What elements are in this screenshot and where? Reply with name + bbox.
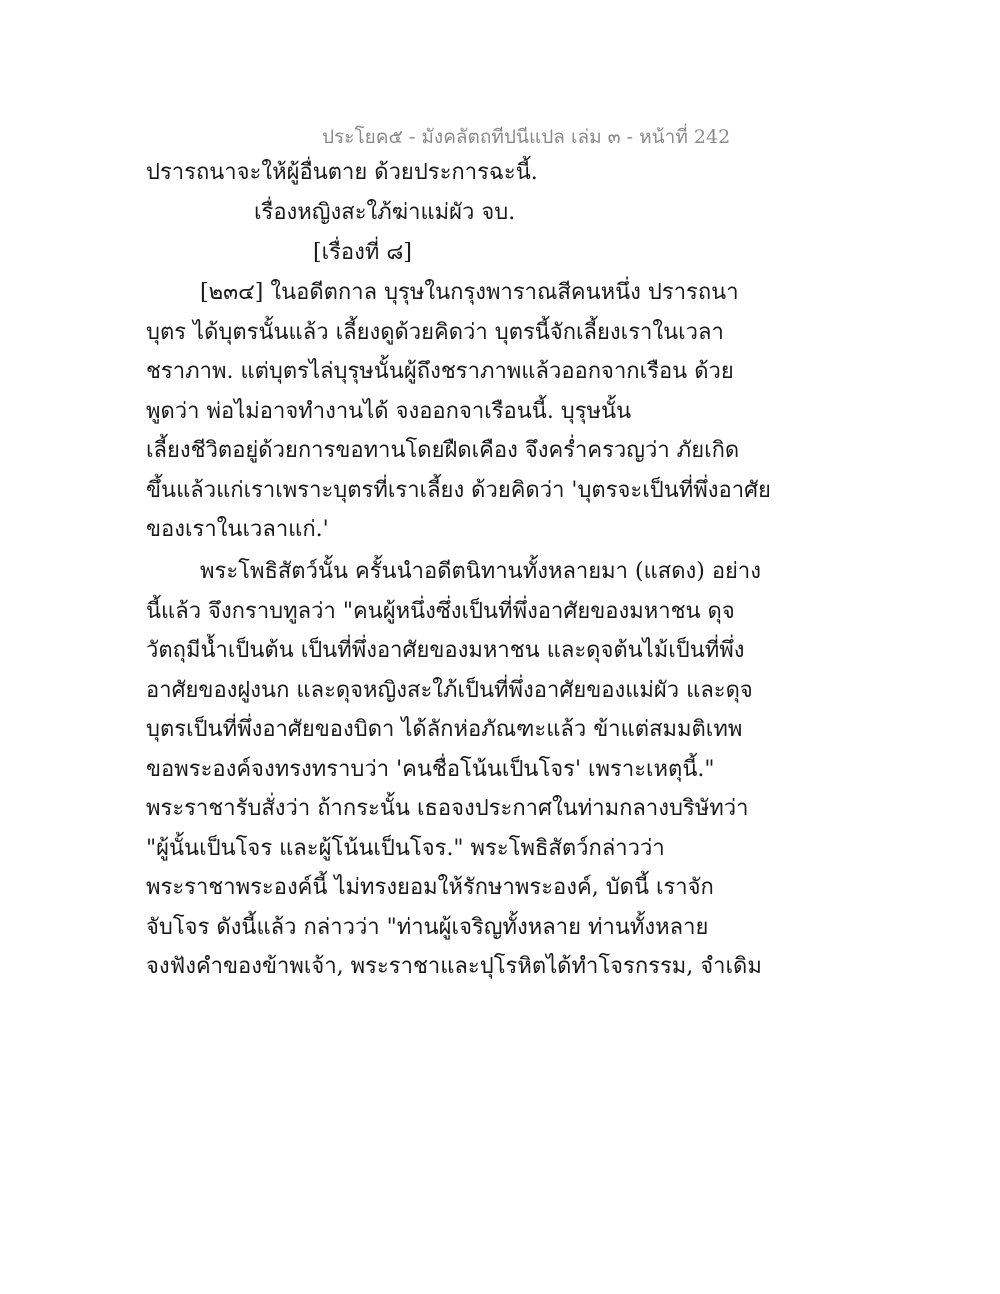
text-line: จับโจร ดังนี้แล้ว กล่าวว่า "ท่านผู้เจริญทั้งหลาย ท่านทั้งหลาย [146,915,709,940]
text-line: พระโพธิสัตว์นั้น ครั้นนำอดีตนิทานทั้งหลายมา (แสดง) อย่าง [200,559,762,584]
story-end-line: เรื่องหญิงสะใภ้ฆ่าแม่ผัว จบ. [254,200,516,225]
text-line: ขึ้นแล้วแก่เราเพราะบุตรที่เราเลี้ยง ด้วยคิดว่า 'บุตรจะเป็นที่พึ่งอาศัย [146,478,771,503]
text-line: [๒๓๔] ในอดีตกาล บุรุษในกรุงพาราณสีคนหนึ่ง ปรารถนา [200,280,739,305]
text-line: ขอพระองค์จงทรงทราบว่า 'คนชื่อโน้นเป็นโจร' เพราะเหตุนี้." [146,757,715,782]
text-line: นี้แล้ว จึงกราบทูลว่า "คนผู้หนึ่งซึ่งเป็นที่พึ่งอาศัยของมหาชน ดุจ [146,599,735,624]
text-line: "ผู้นั้นเป็นโจร และผู้โน้นเป็นโจร." พระโพธิสัตว์กล่าวว่า [146,836,665,861]
text-line: จงฟังคำของข้าพเจ้า, พระราชาและปุโรหิตได้ทำโจรกรรม, จำเดิม [146,954,762,979]
text-line: เลี้ยงชีวิตอยู่ด้วยการขอทานโดยฝืดเคือง จึงคร่ำครวญว่า ภัยเกิด [146,438,740,463]
text-line: วัตถุมีน้ำเป็นต้น เป็นที่พึ่งอาศัยของมหาชน และดุจต้นไม้เป็นที่พึ่ง [146,638,745,663]
page-header: ประโยค๕ - มังคลัตถทีปนีแปล เล่ม ๓ - หน้าที่ 242 [322,126,731,148]
text-line: พระราชารับสั่งว่า ถ้ากระนั้น เธอจงประกาศในท่ามกลางบริษัทว่า [146,796,749,821]
text-line: ของเราในเวลาแก่.' [146,517,329,542]
text-line: ปรารถนาจะให้ผู้อื่นตาย ด้วยประการฉะนี้. [146,160,538,185]
text-line: พูดว่า พ่อไม่อาจทำงานได้ จงออกจาเรือนนี้. บุรุษนั้น [146,399,632,424]
story-heading: [เรื่องที่ ๘] [313,240,412,265]
text-line: อาศัยของฝูงนก และดุจหญิงสะใภ้เป็นที่พึ่งอาศัยของแม่ผัว และดุจ [146,678,753,703]
text-line: ชราภาพ. แต่บุตรไล่บุรุษนั้นผู้ถึงชราภาพแล้วออกจากเรือน ด้วย [146,359,734,384]
text-line: บุตรเป็นที่พึ่งอาศัยของบิดา ได้ลักห่อภัณฑะแล้ว ข้าแต่สมมติเทพ [146,717,743,742]
text-line: พระราชาพระองค์นี้ ไม่ทรงยอมให้รักษาพระองค์, บัดนี้ เราจัก [146,875,714,900]
text-line: บุตร ได้บุตรนั้นแล้ว เลี้ยงดูด้วยคิดว่า บุตรนี้จักเลี้ยงเราในเวลา [146,320,724,345]
